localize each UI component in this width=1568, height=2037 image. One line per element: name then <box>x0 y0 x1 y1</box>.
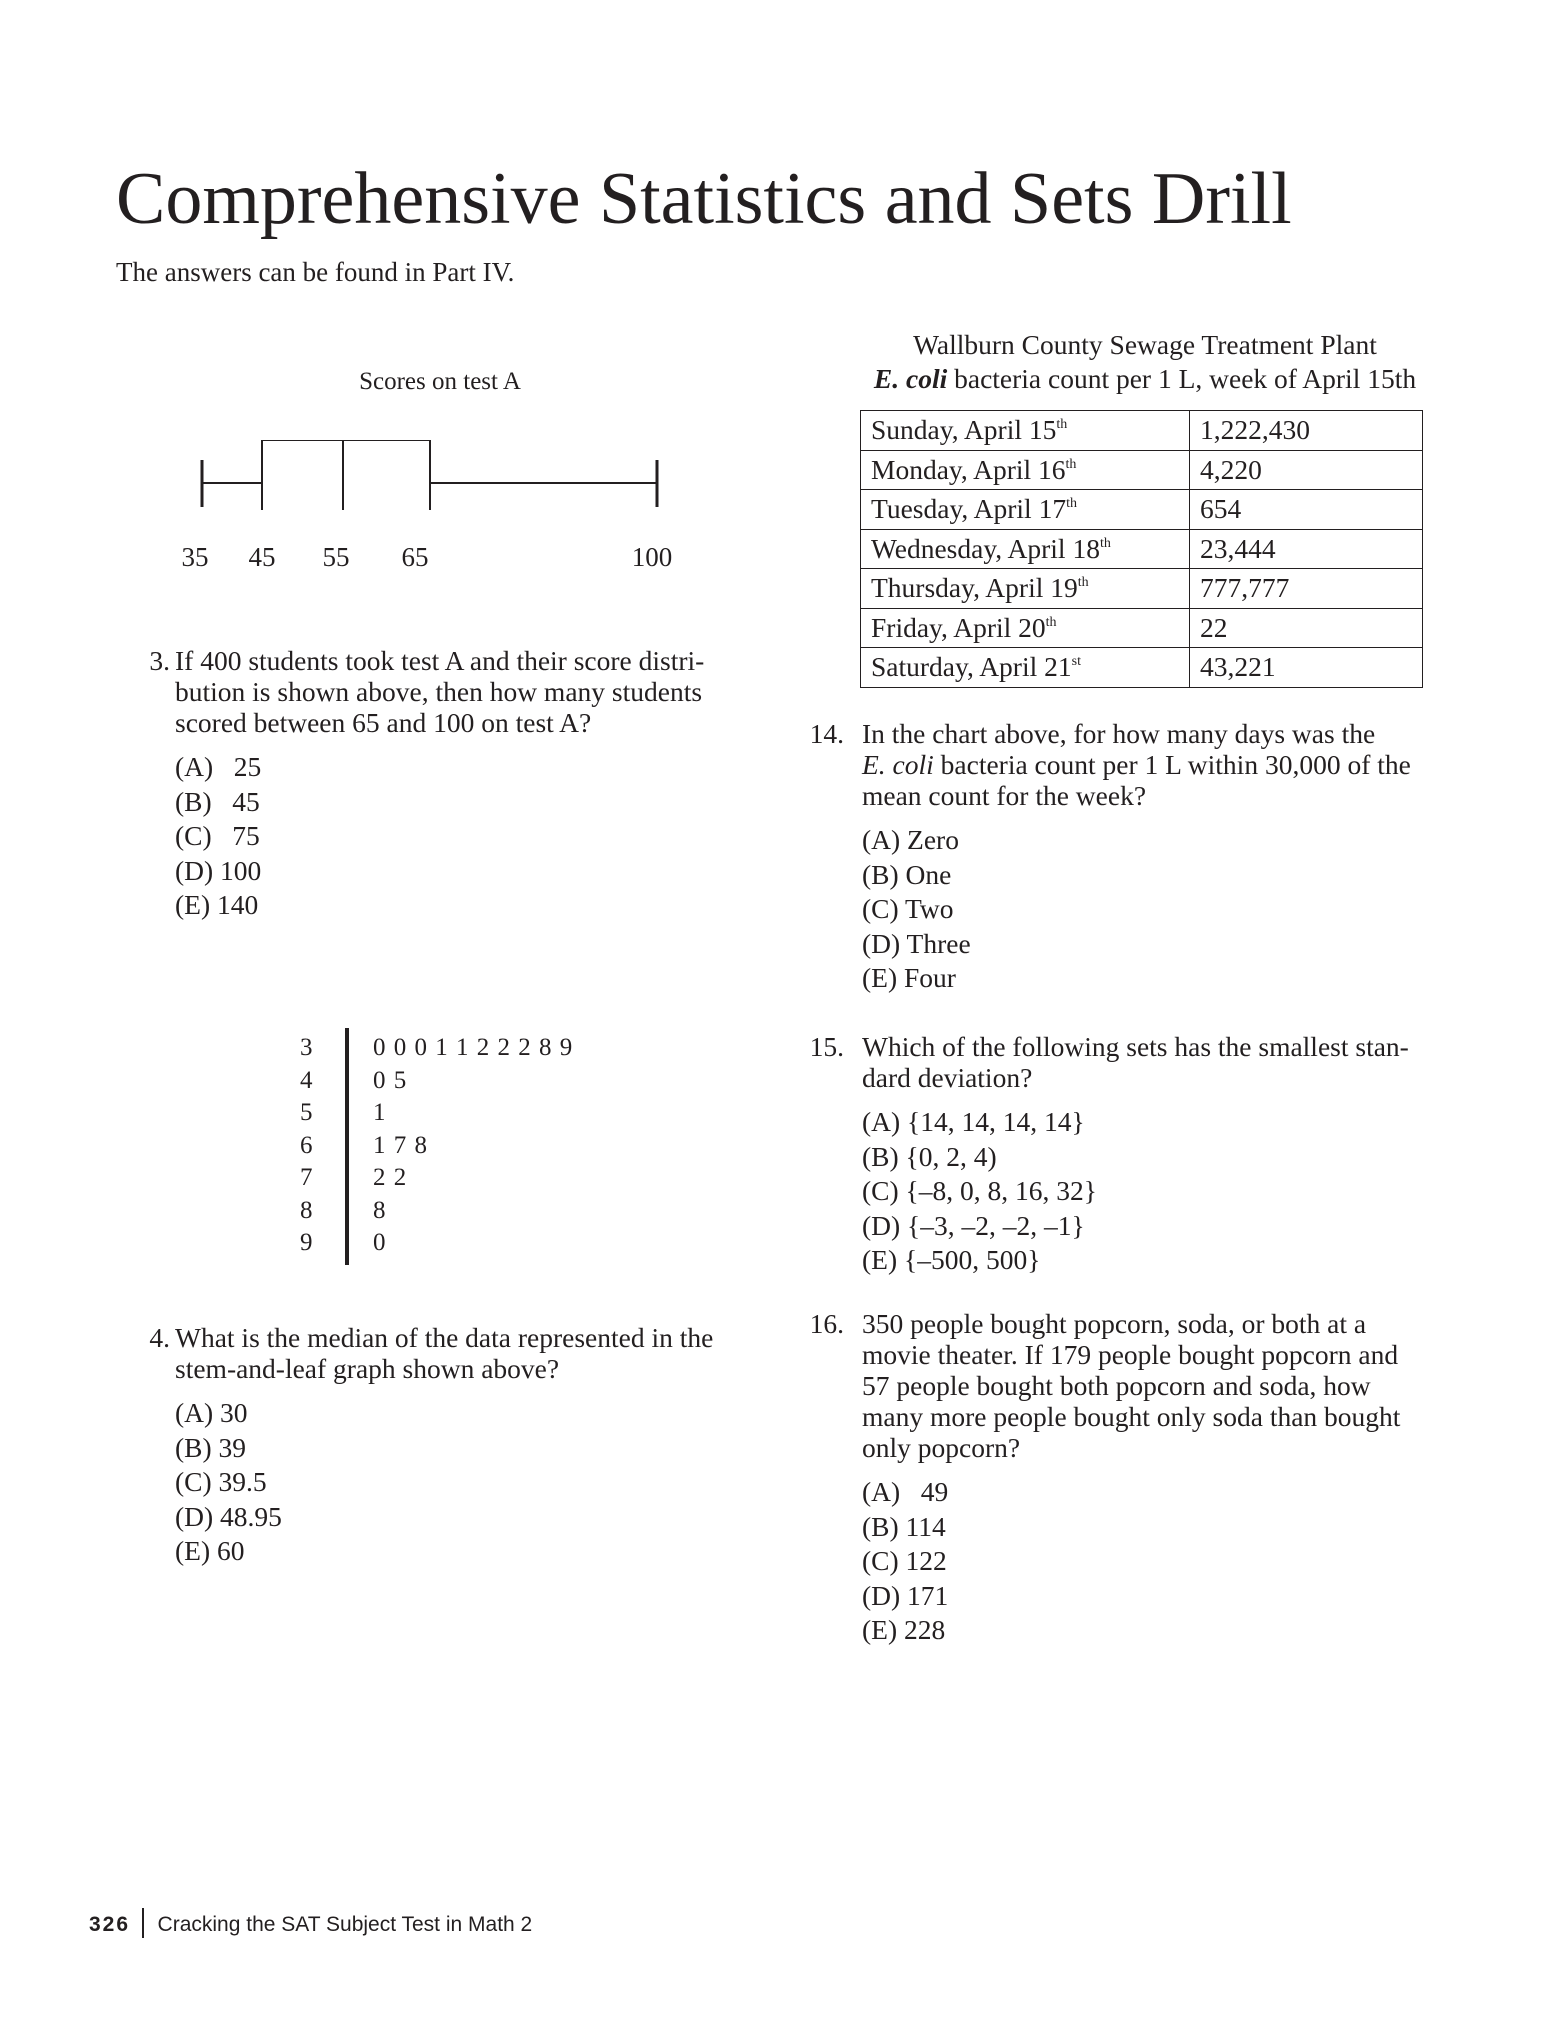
answer-choice-a[interactable]: (A) 49 <box>862 1476 949 1507</box>
question-line: If 400 students took test A and their score distri- <box>175 645 705 676</box>
answer-choice-c[interactable]: (C) 39.5 <box>175 1466 267 1497</box>
page-title: Comprehensive Statistics and Sets Drill <box>116 158 1292 240</box>
answer-choice-c[interactable]: (C) 122 <box>862 1545 947 1576</box>
leaves: 0 0 0 1 1 2 2 2 8 9 <box>373 1034 574 1061</box>
question-line-rest: bacteria count per 1 L within 30,000 of the <box>933 749 1411 780</box>
day-cell <box>861 411 1190 451</box>
boxplot-tick: 35 <box>181 542 209 572</box>
answer-choices <box>175 1396 760 1569</box>
footer-divider <box>142 1908 144 1938</box>
day-label: Friday, April 20 <box>871 611 1046 643</box>
answer-choice-c[interactable]: (C) Two <box>862 893 954 924</box>
table-caption-bold: E. coli <box>873 363 948 394</box>
answer-choice-a[interactable]: (A) Zero <box>862 824 959 855</box>
answer-choice-e[interactable]: (E) 60 <box>175 1535 245 1566</box>
stemleaf-row <box>290 1032 590 1065</box>
answer-choice-e[interactable]: (E) {–500, 500} <box>862 1244 1041 1275</box>
stem-and-leaf-plot <box>290 1032 590 1260</box>
table-row <box>861 608 1423 648</box>
question-line: 57 people bought both popcorn and soda, how <box>862 1370 1371 1401</box>
answer-choice-d[interactable]: (D) {–3, –2, –2, –1} <box>862 1209 1085 1241</box>
stemleaf-row <box>290 1065 590 1098</box>
day-cell <box>861 569 1190 609</box>
answer-choice-c[interactable]: (C) {–8, 0, 8, 16, 32} <box>862 1175 1097 1206</box>
question-line: dard deviation? <box>862 1062 1033 1093</box>
answer-choice-d[interactable]: (D) 171 <box>862 1579 949 1611</box>
table-caption-rest: bacteria count per 1 L, week of April 15th <box>947 363 1417 394</box>
leaves: 1 7 8 <box>373 1131 428 1159</box>
stemleaf-row <box>290 1130 590 1163</box>
table-caption-line1: Wallburn County Sewage Treatment Plant <box>913 329 1377 360</box>
ordinal-suffix: th <box>1065 456 1077 472</box>
boxplot <box>180 440 680 510</box>
ordinal-suffix: th <box>1056 417 1068 433</box>
answer-choice-d[interactable]: (D) Three <box>862 927 971 959</box>
table-row <box>861 648 1423 688</box>
table-row <box>861 569 1423 609</box>
day-label: Tuesday, April 17 <box>871 493 1067 525</box>
page-number: 326 <box>89 1913 131 1936</box>
question-text <box>862 718 1452 811</box>
count-cell: 654 <box>1190 490 1423 530</box>
question-line: bution is shown above, then how many students <box>175 676 703 707</box>
stem: 3 <box>300 1034 313 1061</box>
question-number: 15. <box>809 1031 844 1062</box>
day-label: Wednesday, April 18 <box>871 532 1100 564</box>
stem: 7 <box>300 1164 313 1191</box>
stem: 5 <box>300 1099 313 1126</box>
question-15 <box>809 1031 1452 1278</box>
question-line: What is the median of the data represented in the <box>175 1322 714 1353</box>
ordinal-suffix: th <box>1045 614 1057 630</box>
table-caption <box>830 328 1460 396</box>
question-number: 16. <box>809 1308 844 1339</box>
answer-choice-b[interactable]: (B) 39 <box>175 1431 247 1463</box>
question-line: In the chart above, for how many days was the <box>862 718 1376 749</box>
table-row <box>861 490 1423 530</box>
answer-choice-e[interactable]: (E) Four <box>862 962 956 993</box>
answer-choice-a[interactable]: (A) 30 <box>175 1397 248 1428</box>
answer-choice-b[interactable]: (B) One <box>862 858 952 890</box>
boxplot-box <box>262 440 430 510</box>
answer-choice-e[interactable]: (E) 140 <box>175 889 259 920</box>
question-text <box>175 1322 760 1384</box>
answer-choice-b[interactable]: (B) {0, 2, 4) <box>862 1140 997 1172</box>
answer-choice-a[interactable]: (A) {14, 14, 14, 14} <box>862 1106 1085 1137</box>
bacteria-table <box>860 410 1423 688</box>
question-line: movie theater. If 179 people bought popcorn and <box>862 1339 1399 1370</box>
day-cell <box>861 450 1190 490</box>
table-row <box>861 529 1423 569</box>
question-line: stem-and-leaf graph shown above? <box>175 1353 560 1384</box>
leaves: 0 <box>373 1229 387 1256</box>
day-label: Saturday, April 21 <box>871 651 1072 683</box>
page-footer <box>89 1908 532 1938</box>
table-row <box>861 450 1423 490</box>
answer-choice-d[interactable]: (D) 48.95 <box>175 1500 282 1532</box>
ordinal-suffix: th <box>1077 575 1089 591</box>
question-line <box>862 749 1452 780</box>
count-cell: 777,777 <box>1190 569 1423 609</box>
stem: 8 <box>300 1196 313 1224</box>
answer-choices <box>862 823 1452 996</box>
leaves: 0 5 <box>373 1066 408 1094</box>
page-subtitle: The answers can be found in Part IV. <box>116 257 515 287</box>
count-cell: 22 <box>1190 608 1423 648</box>
table-caption-line2 <box>830 362 1460 396</box>
stemleaf-row <box>290 1162 590 1195</box>
stemleaf-row <box>290 1227 590 1260</box>
table-row <box>861 411 1423 451</box>
question-number: 4. <box>149 1322 170 1353</box>
stem: 6 <box>300 1131 313 1159</box>
answer-choice-d[interactable]: (D) 100 <box>175 854 262 886</box>
question-line: scored between 65 and 100 on test A? <box>175 707 592 738</box>
answer-choices <box>862 1475 1452 1648</box>
count-cell: 4,220 <box>1190 450 1423 490</box>
question-text <box>175 645 760 738</box>
question-line: 350 people bought popcorn, soda, or both at a <box>862 1308 1367 1339</box>
count-cell: 43,221 <box>1190 648 1423 688</box>
boxplot-title: Scores on test A <box>359 368 521 395</box>
question-text <box>862 1308 1452 1463</box>
book-title: Cracking the SAT Subject Test in Math 2 <box>157 1913 533 1936</box>
question-line: mean count for the week? <box>862 780 1147 811</box>
count-cell: 23,444 <box>1190 529 1423 569</box>
answer-choice-b[interactable]: (B) 45 <box>175 785 260 817</box>
day-cell <box>861 648 1190 688</box>
question-16 <box>809 1308 1452 1648</box>
day-label: Thursday, April 19 <box>871 572 1078 604</box>
boxplot-tick: 65 <box>401 542 429 572</box>
boxplot-tick: 45 <box>248 542 276 572</box>
answer-choice-c[interactable]: (C) 75 <box>175 820 260 851</box>
stemleaf-row <box>290 1097 590 1130</box>
question-number: 3. <box>149 645 170 676</box>
ordinal-suffix: th <box>1099 535 1111 551</box>
question-italic: E. coli <box>862 749 934 780</box>
question-number: 14. <box>809 718 844 749</box>
stemleaf-row <box>290 1195 590 1228</box>
question-4 <box>140 1322 760 1569</box>
leaves: 1 <box>373 1099 387 1126</box>
answer-choice-b[interactable]: (B) 114 <box>862 1510 946 1542</box>
boxplot-tick: 100 <box>631 542 673 572</box>
answer-choices <box>862 1105 1452 1278</box>
day-label: Sunday, April 15 <box>871 414 1057 446</box>
ordinal-suffix: st <box>1071 654 1081 670</box>
answer-choice-e[interactable]: (E) 228 <box>862 1614 946 1645</box>
leaves: 2 2 <box>373 1164 408 1191</box>
day-cell <box>861 490 1190 530</box>
answer-choice-a[interactable]: (A) 25 <box>175 751 262 782</box>
question-14 <box>809 718 1452 996</box>
question-line: Which of the following sets has the smallest stan- <box>862 1031 1409 1062</box>
question-3 <box>140 645 760 923</box>
answer-choices <box>175 750 760 923</box>
stem: 9 <box>300 1229 313 1256</box>
day-label: Monday, April 16 <box>871 453 1066 485</box>
question-text <box>862 1031 1452 1093</box>
question-line: only popcorn? <box>862 1432 1021 1463</box>
day-cell <box>861 608 1190 648</box>
count-cell: 1,222,430 <box>1190 411 1423 451</box>
question-line: many more people bought only soda than bought <box>862 1401 1401 1432</box>
day-cell <box>861 529 1190 569</box>
stem: 4 <box>300 1066 313 1094</box>
leaves: 8 <box>373 1196 387 1224</box>
boxplot-tick: 55 <box>322 542 350 572</box>
ordinal-suffix: th <box>1066 496 1077 512</box>
